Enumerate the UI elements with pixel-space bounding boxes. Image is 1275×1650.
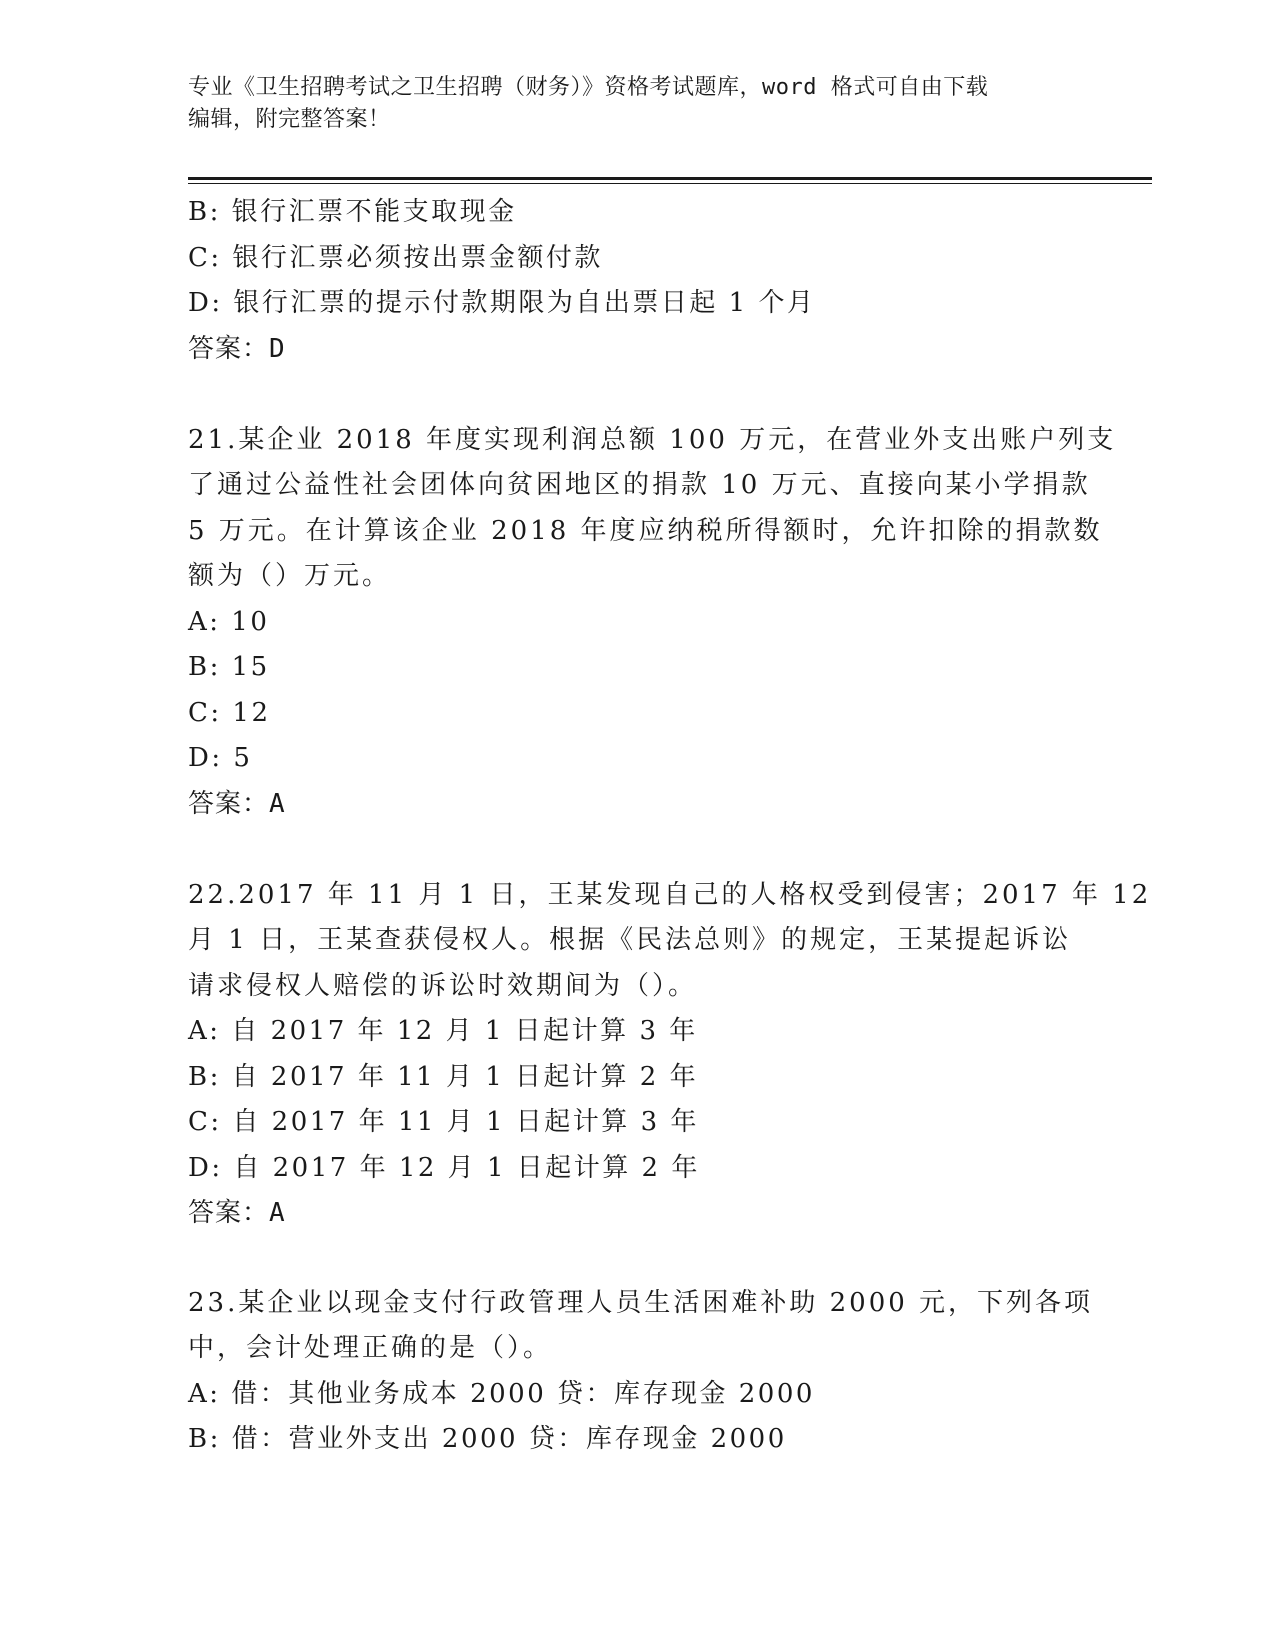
- answer-label: 答案：: [188, 788, 270, 819]
- stem-line: 请求侵权人赔偿的诉讼时效期间为（）。: [188, 970, 698, 1001]
- question-20: [188, 190, 1088, 372]
- header-line-2: 编辑，附完整答案！: [188, 107, 391, 132]
- answer-label: 答案：: [188, 1198, 270, 1228]
- header-rule-thin: [188, 183, 1152, 184]
- stem-line: 月 1 日，王某查获侵权人。根据《民法总则》的规定，王某提起诉讼: [188, 925, 1072, 955]
- option-d: D: 银行汇票的提示付款期限为自出票日起 1 个月: [188, 288, 816, 318]
- stem-line: 23.某企业以现金支付行政管理人员生活困难补助 2000 元，下列各项: [188, 1287, 1094, 1318]
- option-a: A: 10: [188, 606, 270, 637]
- option-d: D: 自 2017 年 12 月 1 日起计算 2 年: [188, 1152, 700, 1183]
- option-c: C: 银行汇票必须按出票金额付款: [188, 242, 603, 273]
- answer-line: [188, 1191, 1088, 1237]
- option-a: A: 借：其他业务成本 2000 贷：库存现金 2000: [188, 1378, 815, 1409]
- question-23: [188, 1281, 1094, 1463]
- option-b: B: 自 2017 年 11 月 1 日起计算 2 年: [188, 1061, 699, 1092]
- header-rule-thick: [188, 177, 1152, 180]
- option-b: B: 银行汇票不能支取现金: [188, 197, 517, 227]
- stem-line: 额为（）万元。: [188, 561, 392, 591]
- option-a: A: 自 2017 年 12 月 1 日起计算 3 年: [188, 1016, 698, 1046]
- option-b: B: 15: [188, 652, 270, 682]
- document-body: [188, 190, 1152, 1463]
- question-stem: [188, 418, 1117, 600]
- option-c: C: 自 2017 年 11 月 1 日起计算 3 年: [188, 1107, 699, 1137]
- option-d: D: 5: [188, 743, 253, 773]
- stem-line: 中，会计处理正确的是（）。: [188, 1333, 553, 1363]
- question-21: [188, 418, 1117, 828]
- stem-line: 5 万元。在计算该企业 2018 年度应纳税所得额时，允许扣除的捐款数: [188, 515, 1103, 546]
- option-c: C: 12: [188, 697, 271, 728]
- answer-value: A: [269, 788, 286, 819]
- answer-value: A: [269, 1198, 286, 1228]
- answer-line: [188, 782, 1088, 828]
- page-header: [188, 72, 1088, 136]
- question-stem: [188, 873, 1152, 1010]
- stem-line: 21.某企业 2018 年度实现利润总额 100 万元，在营业外支出账户列支: [188, 424, 1117, 455]
- question-stem: [188, 1281, 1094, 1372]
- answer-value: D: [269, 333, 286, 364]
- answer-label: 答案：: [188, 333, 270, 364]
- stem-line: 了通过公益性社会团体向贫困地区的捐款 10 万元、直接向某小学捐款: [188, 470, 1091, 500]
- question-22: [188, 873, 1152, 1237]
- header-line-1: 专业《卫生招聘考试之卫生招聘（财务）》资格考试题库，word 格式可自由下载: [188, 75, 989, 100]
- answer-line: [188, 327, 1088, 373]
- stem-line: 22.2017 年 11 月 1 日，王某发现自己的人格权受到侵害；2017 年 12: [188, 879, 1152, 910]
- option-b: B: 借：营业外支出 2000 贷：库存现金 2000: [188, 1424, 787, 1454]
